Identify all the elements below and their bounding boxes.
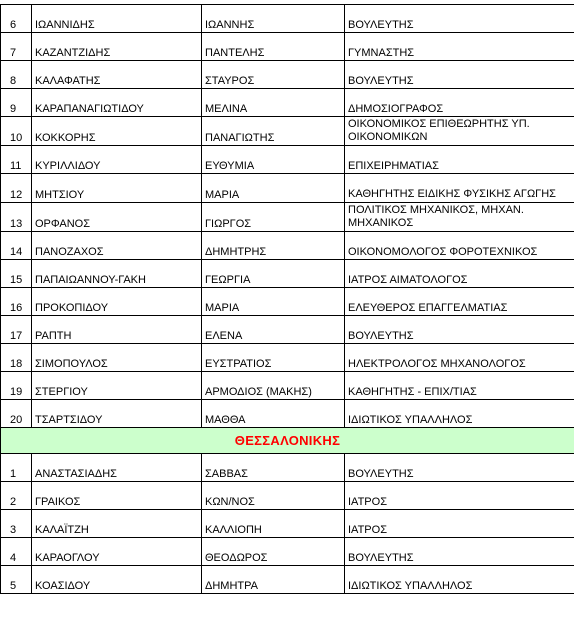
first-name-cell: ΕΥΣΤΡΑΤΙΟΣ [202,344,345,372]
surname-cell: ΚΑΖΑΝΤΖΙΔΗΣ [32,33,202,61]
surname-cell: ΡΑΠΤΗ [32,316,202,344]
table-row [1,454,574,482]
table-row [1,316,574,344]
profession-cell: ΕΛΕΥΘΕΡΟΣ ΕΠΑΓΓΕΛΜΑΤΙΑΣ [345,288,574,316]
first-name-cell: ΜΑΡΙΑ [202,174,345,203]
surname-cell: ΚΟΑΣΙΔΟΥ [32,566,202,594]
profession-cell: ΙΑΤΡΟΣ ΑΙΜΑΤΟΛΟΓΟΣ [345,260,574,288]
first-name-cell: ΑΡΜΟΔΙΟΣ (ΜΑΚΗΣ) [202,372,345,400]
surname-cell: ΚΑΡΑΠΑΝΑΓΙΩΤΙΔΟΥ [32,89,202,117]
surname-cell: ΠΑΝΟΖΑΧΟΣ [32,232,202,260]
row-number: 7 [1,33,32,61]
row-number: 15 [1,260,32,288]
profession-cell: ΓΥΜΝΑΣΤΗΣ [345,33,574,61]
row-number: 1 [1,454,32,482]
table-row [1,89,574,117]
surname-cell: ΤΣΑΡΤΣΙΔΟΥ [32,400,202,428]
table-row [1,538,574,566]
first-name-cell: ΣΑΒΒΑΣ [202,454,345,482]
table-row [1,117,574,146]
section-header-group [1,428,574,454]
row-number: 9 [1,89,32,117]
first-name-cell: ΣΤΑΥΡΟΣ [202,61,345,89]
row-number: 8 [1,61,32,89]
table-row [1,344,574,372]
first-name-cell: ΠΑΝΑΓΙΩΤΗΣ [202,117,345,146]
row-number: 18 [1,344,32,372]
surname-cell: ΙΩΑΝΝΙΔΗΣ [32,5,202,33]
first-name-cell: ΔΗΜΗΤΡΑ [202,566,345,594]
profession-cell: ΟΙΚΟΝΟΜΙΚΟΣ ΕΠΙΘΕΩΡΗΤΗΣ ΥΠ. ΟΙΚΟΝΟΜΙΚΩΝ [345,117,574,146]
surname-cell: ΣΙΜΟΠΟΥΛΟΣ [32,344,202,372]
first-name-cell: ΠΑΝΤΕΛΗΣ [202,33,345,61]
surname-cell: ΑΝΑΣΤΑΣΙΑΔΗΣ [32,454,202,482]
row-number: 12 [1,174,32,203]
table-row [1,288,574,316]
profession-cell: ΕΠΙΧΕΙΡΗΜΑΤΙΑΣ [345,146,574,174]
first-name-cell: ΜΕΛΙΝΑ [202,89,345,117]
table-row [1,232,574,260]
table-row [1,482,574,510]
section-header-row [1,428,574,454]
surname-cell: ΚΥΡΙΛΛΙΔΟΥ [32,146,202,174]
surname-cell: ΠΡΟΚΟΠΙΔΟΥ [32,288,202,316]
first-name-cell: ΕΛΕΝΑ [202,316,345,344]
profession-cell: ΒΟΥΛΕΥΤΗΣ [345,5,574,33]
row-number: 11 [1,146,32,174]
top-rows [1,5,574,428]
table-row [1,33,574,61]
section-title: ΘΕΣΣΑΛΟΝΙΚΗΣ [234,433,341,448]
first-name-cell: ΓΕΩΡΓΙΑ [202,260,345,288]
row-number: 20 [1,400,32,428]
table-row [1,510,574,538]
first-name-cell: ΜΑΘΘΑ [202,400,345,428]
profession-cell: ΔΗΜΟΣΙΟΓΡΑΦΟΣ [345,89,574,117]
candidates-table [0,4,574,594]
bottom-rows [1,454,574,594]
profession-cell: ΚΑΘΗΓΗΤΗΣ ΕΙΔΙΚΗΣ ΦΥΣΙΚΗΣ ΑΓΩΓΗΣ [345,174,574,203]
surname-cell: ΟΡΦΑΝΟΣ [32,203,202,232]
table-row [1,400,574,428]
table-row [1,174,574,203]
surname-cell: ΚΑΡΑΟΓΛΟΥ [32,538,202,566]
table-row [1,566,574,594]
profession-cell: ΟΙΚΟΝΟΜΟΛΟΓΟΣ ΦΟΡΟΤΕΧΝΙΚΟΣ [345,232,574,260]
profession-cell: ΒΟΥΛΕΥΤΗΣ [345,538,574,566]
row-number: 4 [1,538,32,566]
section-header-cell [1,428,574,454]
profession-cell: ΙΑΤΡΟΣ [345,482,574,510]
profession-cell: ΒΟΥΛΕΥΤΗΣ [345,316,574,344]
first-name-cell: ΚΩΝ/ΝΟΣ [202,482,345,510]
row-number: 3 [1,510,32,538]
surname-cell: ΚΑΛΑΦΑΤΗΣ [32,61,202,89]
first-name-cell: ΚΑΛΛΙΟΠΗ [202,510,345,538]
row-number: 6 [1,5,32,33]
profession-cell: ΙΔΙΩΤΙΚΟΣ ΥΠΑΛΛΗΛΟΣ [345,566,574,594]
profession-cell: ΒΟΥΛΕΥΤΗΣ [345,61,574,89]
row-number: 13 [1,203,32,232]
row-number: 19 [1,372,32,400]
table-row [1,372,574,400]
surname-cell: ΣΤΕΡΓΙΟΥ [32,372,202,400]
row-number: 16 [1,288,32,316]
surname-cell: ΚΟΚΚΟΡΗΣ [32,117,202,146]
row-number: 5 [1,566,32,594]
first-name-cell: ΓΙΩΡΓΟΣ [202,203,345,232]
surname-cell: ΚΑΛΑΪΤΖΗ [32,510,202,538]
row-number: 17 [1,316,32,344]
row-number: 10 [1,117,32,146]
row-number: 14 [1,232,32,260]
table-row [1,61,574,89]
table-row [1,146,574,174]
row-number: 2 [1,482,32,510]
surname-cell: ΓΡΑΙΚΟΣ [32,482,202,510]
surname-cell: ΠΑΠΑΙΩΑΝΝΟΥ-ΓΑΚΗ [32,260,202,288]
profession-cell: ΗΛΕΚΤΡΟΛΟΓΟΣ ΜΗΧΑΝΟΛΟΓΟΣ [345,344,574,372]
profession-cell: ΒΟΥΛΕΥΤΗΣ [345,454,574,482]
first-name-cell: ΕΥΘΥΜΙΑ [202,146,345,174]
profession-cell: ΙΔΙΩΤΙΚΟΣ ΥΠΑΛΛΗΛΟΣ [345,400,574,428]
surname-cell: ΜΗΤΣΙΟΥ [32,174,202,203]
first-name-cell: ΜΑΡΙΑ [202,288,345,316]
profession-cell: ΠΟΛΙΤΙΚΟΣ ΜΗΧΑΝΙΚΟΣ, ΜΗΧΑΝ. ΜΗΧΑΝΙΚΟΣ [345,203,574,232]
first-name-cell: ΔΗΜΗΤΡΗΣ [202,232,345,260]
table-row [1,203,574,232]
profession-cell: ΙΑΤΡΟΣ [345,510,574,538]
table-row [1,5,574,33]
first-name-cell: ΘΕΟΔΩΡΟΣ [202,538,345,566]
table-row [1,260,574,288]
profession-cell: ΚΑΘΗΓΗΤΗΣ - ΕΠΙΧ/ΤΙΑΣ [345,372,574,400]
first-name-cell: ΙΩΑΝΝΗΣ [202,5,345,33]
